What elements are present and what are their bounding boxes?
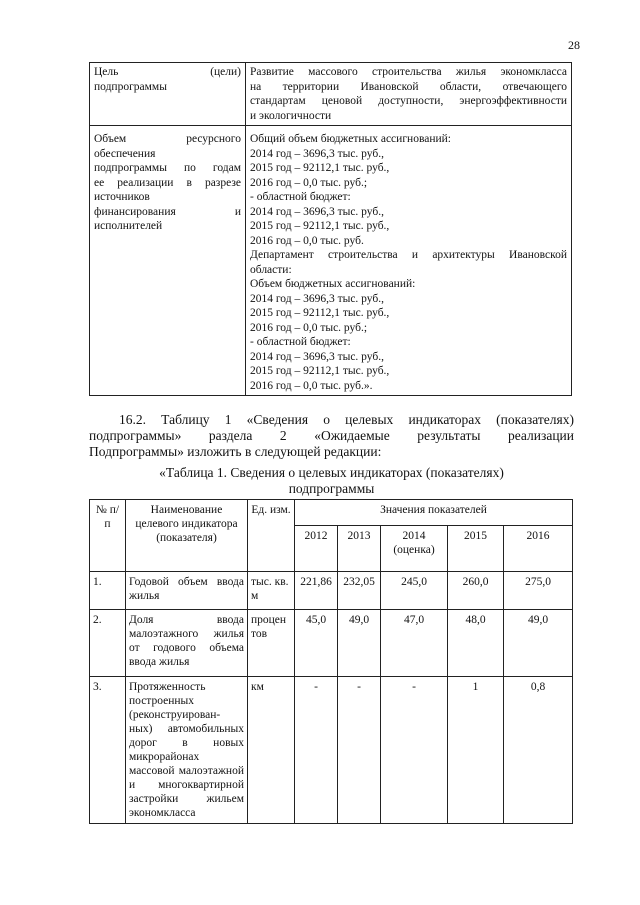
resources-row xyxy=(90,126,572,396)
header-values: Значения показателей xyxy=(295,500,573,526)
goal-label: Цель (цели) подпрограммы xyxy=(90,63,246,126)
table-caption: «Таблица 1. Сведения о целевых индикаторах (показателях) подпрограммы xyxy=(159,465,504,496)
row-value: 49,0 xyxy=(338,610,381,677)
indicators-table xyxy=(89,499,573,824)
row-num: 1. xyxy=(90,572,126,610)
row-value: 245,0 xyxy=(381,572,448,610)
subprogram-passport-table xyxy=(89,62,572,396)
header-row xyxy=(90,500,573,526)
row-name: Годовой объем ввода жилья xyxy=(126,572,248,610)
row-name: Протяженность построенных (реконструирован- ных) автомобильных дорог в новых микрорайонах массовой малоэтажной и многоквартирной застройки жильем экономкласса xyxy=(126,677,248,824)
resources-value: Общий объем бюджетных ассигнований: 2014 год – 3696,3 тыс. руб., 2015 год – 92112,1 тыс. руб., 2016 год – 0,0 тыс. руб.; - областной бюджет: 2014 год – 3696,3 тыс. руб., 2015 год – 92112,1 тыс. руб., 2016 год – 0,0 тыс. руб. Департамент строительства и архитектуры Ивановской области: Объем бюджетных ассигнований: 2014 год – 3696,3 тыс. руб., 2015 год – 92112,1 тыс. руб., 2016 год – 0,0 тыс. руб.; - областной бюджет: 2014 год – 3696,3 тыс. руб., 2015 год – 92112,1 тыс. руб., 2016 год – 0,0 тыс. руб.». xyxy=(246,126,572,396)
row-name: Доля ввода малоэтажного жилья от годового объема ввода жилья xyxy=(126,610,248,677)
row-value: 45,0 xyxy=(295,610,338,677)
row-value: 47,0 xyxy=(381,610,448,677)
row-value: - xyxy=(381,677,448,824)
header-name: Наименование целевого индикатора (показателя) xyxy=(126,500,248,572)
row-unit: процен тов xyxy=(248,610,295,677)
row-value: 221,86 xyxy=(295,572,338,610)
goal-value: Развитие массового строительства жилья экономкласса на территории Ивановской области, отвечающего стандартам ценовой доступности, энергоэффективности и экологичности xyxy=(246,63,572,126)
row-num: 2. xyxy=(90,610,126,677)
header-year: 2015 xyxy=(448,526,504,572)
row-value: 260,0 xyxy=(448,572,504,610)
table-row xyxy=(90,677,573,824)
goal-row xyxy=(90,63,572,126)
resources-label: Объем ресурсного обеспечения подпрограммы по годам ее реализации в разрезе источников финансирования и исполнителей xyxy=(90,126,246,396)
row-num: 3. xyxy=(90,677,126,824)
row-value: - xyxy=(338,677,381,824)
table-row xyxy=(90,572,573,610)
row-value: 0,8 xyxy=(504,677,573,824)
row-value: - xyxy=(295,677,338,824)
header-year: 2013 xyxy=(338,526,381,572)
row-value: 48,0 xyxy=(448,610,504,677)
table-row xyxy=(90,610,573,677)
header-year: 2016 xyxy=(504,526,573,572)
row-value: 232,05 xyxy=(338,572,381,610)
row-unit: км xyxy=(248,677,295,824)
row-value: 49,0 xyxy=(504,610,573,677)
section-text: 16.2. Таблицу 1 «Сведения о целевых индикаторах (показателях) подпрограммы» раздела 2 «Ожидаемые результаты реализации Подпрограммы» изложить в следующей редакции: xyxy=(89,412,574,459)
header-num: № п/п xyxy=(90,500,126,572)
header-year: 2012 xyxy=(295,526,338,572)
row-value: 1 xyxy=(448,677,504,824)
row-value: 275,0 xyxy=(504,572,573,610)
header-unit: Ед. изм. xyxy=(248,500,295,572)
header-year: 2014 (оценка) xyxy=(381,526,448,572)
row-unit: тыс. кв. м xyxy=(248,572,295,610)
page-number: 28 xyxy=(568,38,580,52)
